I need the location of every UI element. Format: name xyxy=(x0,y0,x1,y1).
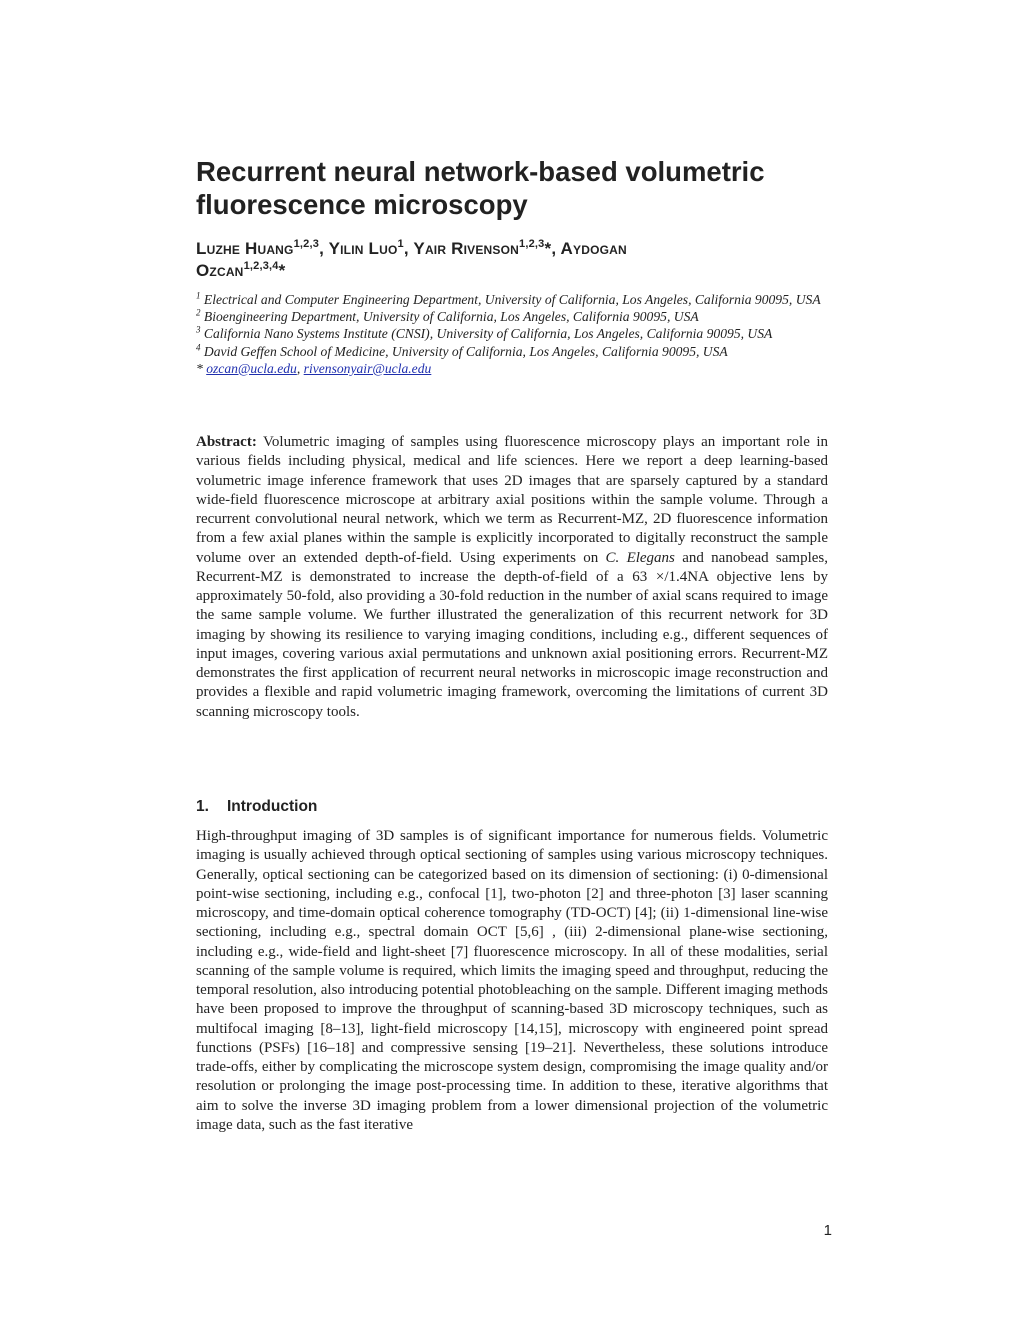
corresponding-mark: * xyxy=(278,261,286,280)
author-name: Aydogan xyxy=(560,239,627,258)
author-list: Luzhe Huang$^{1,2,3}$, Yilin Luo$^1$, Yair Rivenson$^{1,2,3}$*, Aydogan Ozcan$^{1,2,3,4}$* xyxy=(196,238,627,280)
author-affiliation-marker: 1,2,3 xyxy=(519,238,545,250)
section-heading-introduction xyxy=(196,797,828,817)
author-name: Yair Rivenson xyxy=(413,239,520,258)
page-number: 1 xyxy=(823,1222,832,1239)
abstract-paragraph xyxy=(196,433,828,722)
author-name: Ozcan xyxy=(196,261,244,280)
affiliation-marker: 4 xyxy=(196,342,201,353)
affiliation-text: Electrical and Computer Engineering Department, University of California, Los Angeles, California 90095, USA xyxy=(203,292,821,307)
section-number: 1. xyxy=(196,798,209,815)
contact-line xyxy=(196,360,828,377)
author-affiliation-marker: 1,2,3 xyxy=(293,238,320,250)
abstract-text: Volumetric imaging of samples using fluorescence microscopy plays an important role in various fields including physical, medical and life sciences. Here we report a deep learning-based volumetric image inference framework that uses 2D images that are sparsely captured by a standard wide-field fluorescence microscope at arbitrary axial positions within the sample volume. Through a recurrent convolutional neural network, which we term as Recurrent-MZ, 2D fluorescence information from a few axial planes within the sample is explicitly incorporated to digitally reconstruct the sample volume over an extended depth-of-field. Using experiments on xyxy=(196,434,828,566)
title-line-2: fluorescence microscopy xyxy=(196,189,528,220)
affiliation-text: David Geffen School of Medicine, University of California, Los Angeles, California 90095, USA xyxy=(203,343,728,359)
email-link-ozcan[interactable]: ozcan@ucla.edu xyxy=(206,360,297,376)
affiliation-text: California Nano Systems Institute (CNSI), University of California, Los Angeles, California 90095, USA xyxy=(203,326,773,342)
abstract-label: Abstract: xyxy=(196,434,257,450)
contact-separator: , xyxy=(296,360,304,376)
affiliation-item xyxy=(196,291,828,308)
email-link-rivenson[interactable]: rivensonyair@ucla.edu xyxy=(303,360,432,376)
affiliation-item xyxy=(196,343,828,360)
abstract-species: C. Elegans xyxy=(605,549,675,566)
affiliation-list xyxy=(196,291,828,377)
affiliation-item xyxy=(196,325,828,342)
affiliation-item xyxy=(196,308,828,325)
affiliation-marker: 2 xyxy=(196,307,201,318)
author-name: Yilin Luo xyxy=(328,239,398,258)
affiliation-marker: 1 xyxy=(196,290,201,301)
affiliation-text: Bioengineering Department, University of California, Los Angeles, California 90095, USA xyxy=(203,309,699,325)
author-name: Luzhe Huang xyxy=(196,239,294,258)
affiliation-marker: 3 xyxy=(196,324,201,335)
author-affiliation-marker: 1 xyxy=(397,238,404,250)
section-title: Introduction xyxy=(227,798,318,815)
contact-prefix: * xyxy=(196,360,207,376)
title-line-1: Recurrent neural network-based volumetric xyxy=(196,156,765,187)
abstract-text: and nanobead samples, Recurrent-MZ is demonstrated to increase the depth-of-field of a 63 ×/1.4NA objective lens by approximately 50-fold, also providing a 30-fold reduction in the number of axial scans required to image the same sample volume. We further illustrated the generalization of this recurrent network for 3D imaging by showing its resilience to varying imaging conditions, including e.g., different sequences of input images, covering various axial permutations and unknown axial positioning errors. Recurrent-MZ demonstrates the first application of recurrent neural networks in microscopic image reconstruction and provides a flexible and rapid volumetric imaging framework, overcoming the limitations of current 3D scanning microscopy tools. xyxy=(196,549,828,720)
author-affiliation-marker: 1,2,3,4 xyxy=(243,260,279,272)
paper-title xyxy=(196,155,828,221)
introduction-paragraph: High-throughput imaging of 3D samples is of significant importance for numerous fields. Volumetric imaging is usually achieved through optical sectioning of samples using various microscopy techniques. Generally, optical sectioning can be categorized based on its dimension of sectioning: (i) 0-dimensional point-wise sectioning, including e.g., confocal [1], two-photon [2] and three-photon [3] laser scanning microscopy, and time-domain optical coherence tomography (TD-OCT) [4]; (ii) 1-dimensional line-wise sectioning, including e.g., spectral domain OCT [5,6] , (iii) 2-dimensional plane-wise sectioning, including e.g., wide-field and light-sheet [7] fluorescence microscopy. In all of these modalities, serial scanning of the sample volume is required, which limits the imaging speed and throughput, reducing the temporal resolution, also introducing potential photobleaching on the sample. Different imaging methods have been proposed to improve the throughput of scanning-based 3D microscopy techniques, such as multifocal imaging [8–13], light-field microscopy [14,15], microscopy with engineered point spread functions (PSFs) [16–18] and compressive sensing [19–21]. Nevertheless, these solutions introduce trade-offs, either by complicating the microscope system design, compromising the image quality and/or resolution or prolonging the image post-processing time. In addition to these, iterative algorithms that aim to solve the inverse 3D imaging problem from a lower dimensional projection of the volumetric image data, such as the fast iterative xyxy=(196,828,828,1133)
corresponding-mark: * xyxy=(544,239,552,258)
